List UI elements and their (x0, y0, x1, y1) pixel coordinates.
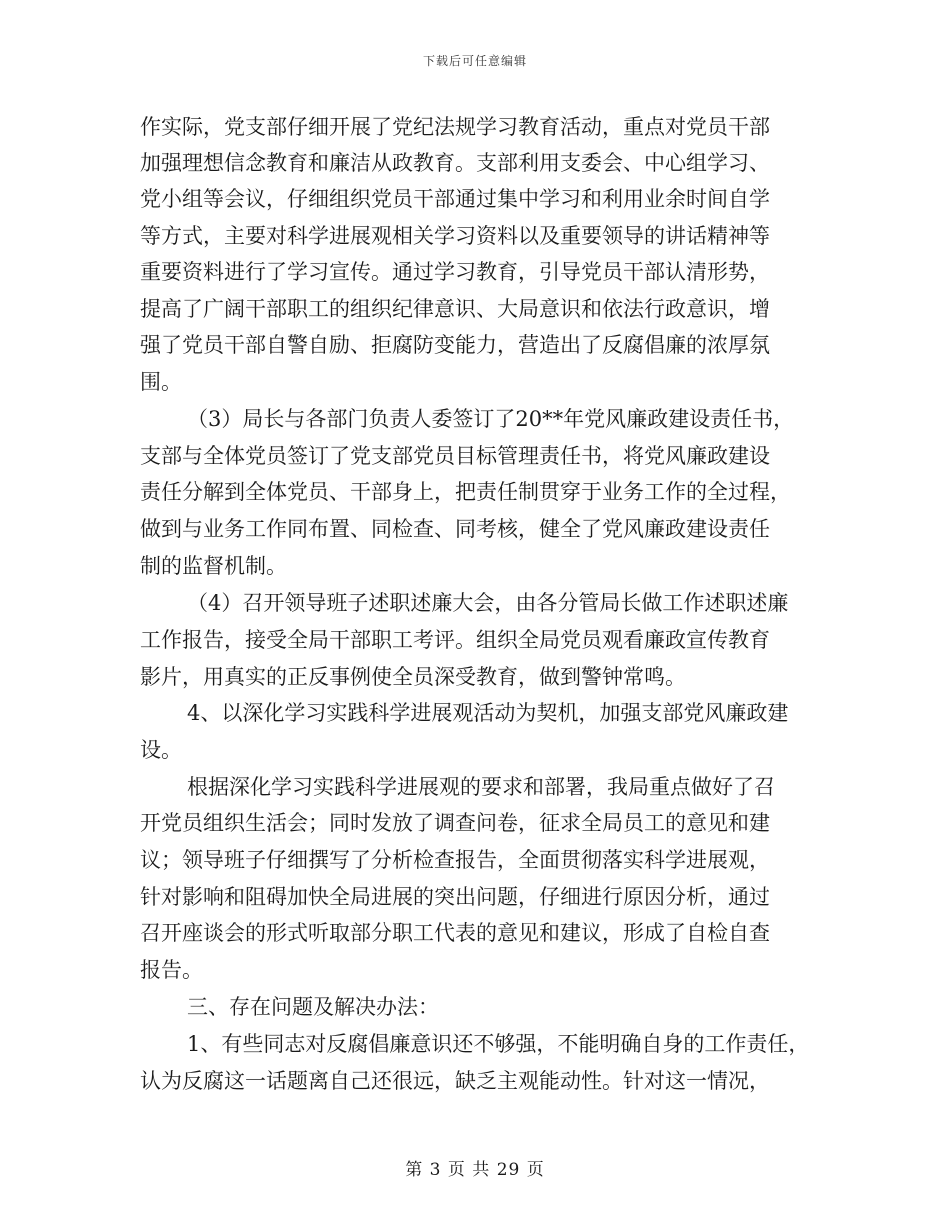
body-line: 1、有些同志对反腐倡廉意识还不够强，不能明确自身的工作责任， (187, 1032, 810, 1056)
body-line: 提高了广阔干部职工的组织纪律意识、大局意识和依法行政意识，增 (140, 297, 770, 321)
body-line: 报告。 (140, 958, 203, 982)
body-line: 工作报告，接受全局干部职工考评。组织全局党员观看廉政宣传教育 (140, 628, 770, 652)
body-line: 党小组等会议，仔细组织党员干部通过集中学习和利用业余时间自学 (140, 187, 770, 211)
section-heading: 三、存在问题及解决办法： (187, 995, 439, 1019)
body-line: （3）局长与各部门负责人委签订了20**年党风廉政建设责任书， (187, 407, 795, 431)
body-line: 设。 (140, 738, 182, 762)
body-line: 议；领导班子仔细撰写了分析检查报告，全面贯彻落实科学进展观， (140, 848, 770, 872)
body-line: 重要资料进行了学习宣传。通过学习教育，引导党员干部认清形势， (140, 260, 770, 284)
body-line: 开党员组织生活会；同时发放了调查问卷，征求全局员工的意见和建 (140, 811, 770, 835)
body-line: 影片，用真实的正反事例使全员深受教育，做到警钟常鸣。 (140, 665, 686, 689)
body-line: 支部与全体党员签订了党支部党员目标管理责任书，将党风廉政建设 (140, 444, 770, 468)
body-line: 强了党员干部自警自励、拒腐防变能力，营造出了反腐倡廉的浓厚氛 (140, 333, 770, 357)
body-line: 做到与业务工作同布置、同检查、同考核，健全了党风廉政建设责任 (140, 517, 770, 541)
body-line: 等方式，主要对科学进展观相关学习资料以及重要领导的讲话精神等 (140, 224, 770, 248)
page-header: 下载后可任意编辑 (422, 54, 527, 68)
body-line: 责任分解到全体党员、干部身上，把责任制贯穿于业务工作的全过程， (140, 480, 791, 504)
body-line: 围。 (140, 370, 182, 394)
body-line: 根据深化学习实践科学进展观的要求和部署，我局重点做好了召 (187, 775, 775, 799)
page-number: 第 3 页 共 29 页 (405, 1160, 545, 1180)
body-line: 制的监督机制。 (140, 554, 287, 578)
body-line: （4）召开领导班子述职述廉大会，由各分管局长做工作述职述廉 (187, 591, 789, 615)
body-line: 认为反腐这一话题离自己还很远，缺乏主观能动性。针对这一情况， (140, 1069, 770, 1093)
body-line: 针对影响和阻碍加快全局进展的突出问题，仔细进行原因分析，通过 (140, 885, 770, 909)
body-line: 召开座谈会的形式听取部分职工代表的意见和建议，形成了自检自查 (140, 921, 770, 945)
body-line: 4、以深化学习实践科学进展观活动为契机，加强支部党风廉政建 (187, 701, 789, 725)
body-line: 作实际，党支部仔细开展了党纪法规学习教育活动，重点对党员干部 (140, 115, 770, 139)
body-line: 加强理想信念教育和廉洁从政教育。支部利用支委会、中心组学习、 (140, 151, 770, 175)
